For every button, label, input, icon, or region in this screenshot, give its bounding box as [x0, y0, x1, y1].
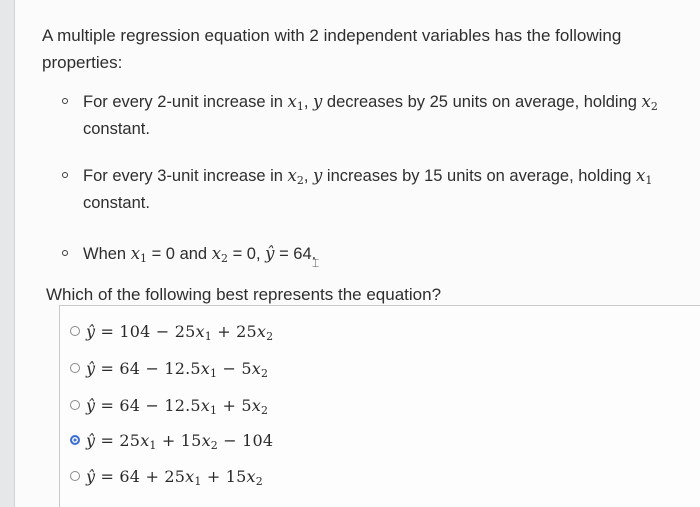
answer-option-2[interactable]: ŷ = $64 - 12.5x_1 - 5x_2$: [70, 354, 670, 382]
question-card: A multiple regression equation with 2 independent variables has the following properties: For every 2-unit increase in $x_1$, y decreases by 25 units on average, holding $x_2$ constant. For every 3-unit increase in $x_2$, y increases by 15 units on average, holding $x_1$ constant. When $x_1 = 0$ and $x_2 = 0$, ŷ = 64. Which of the following best represents the equation? ŷ = $104 - 25x_1 + 25x_2$ ŷ = $64 - 12.5x_1 - 5x_2$ ŷ = $64 - 12.5x_1 + 5x_2$ ŷ = $25x_1 + 15x_2 - 104$ ŷ = $64 + 25x_1 + 15x_2$ ⌶: [14, 0, 700, 507]
hollow-bullet-icon: [62, 98, 68, 104]
answer-option-3[interactable]: ŷ = $64 - 12.5x_1 + 5x_2$: [70, 391, 670, 419]
question-intro: A multiple regression equation with 2 independent variables has the following properties:: [42, 26, 622, 72]
radio-button[interactable]: [70, 326, 80, 336]
answer-options: [59, 305, 700, 507]
text-cursor-icon: ⌶: [312, 256, 320, 270]
hollow-bullet-icon: [62, 172, 68, 178]
radio-button-selected[interactable]: [70, 435, 80, 445]
radio-button[interactable]: [70, 363, 80, 373]
answer-option-4[interactable]: ŷ = $25x_1 + 15x_2 - 104$: [70, 426, 670, 454]
radio-button[interactable]: [70, 400, 80, 410]
answer-option-1[interactable]: ŷ = $104 - 25x_1 + 25x_2$: [70, 317, 670, 345]
radio-button[interactable]: [70, 471, 80, 481]
question-prompt: Which of the following best represents the equation?: [46, 285, 442, 304]
answer-option-5[interactable]: ŷ = $64 + 25x_1 + 15x_2$: [70, 462, 670, 490]
hollow-bullet-icon: [62, 250, 68, 256]
